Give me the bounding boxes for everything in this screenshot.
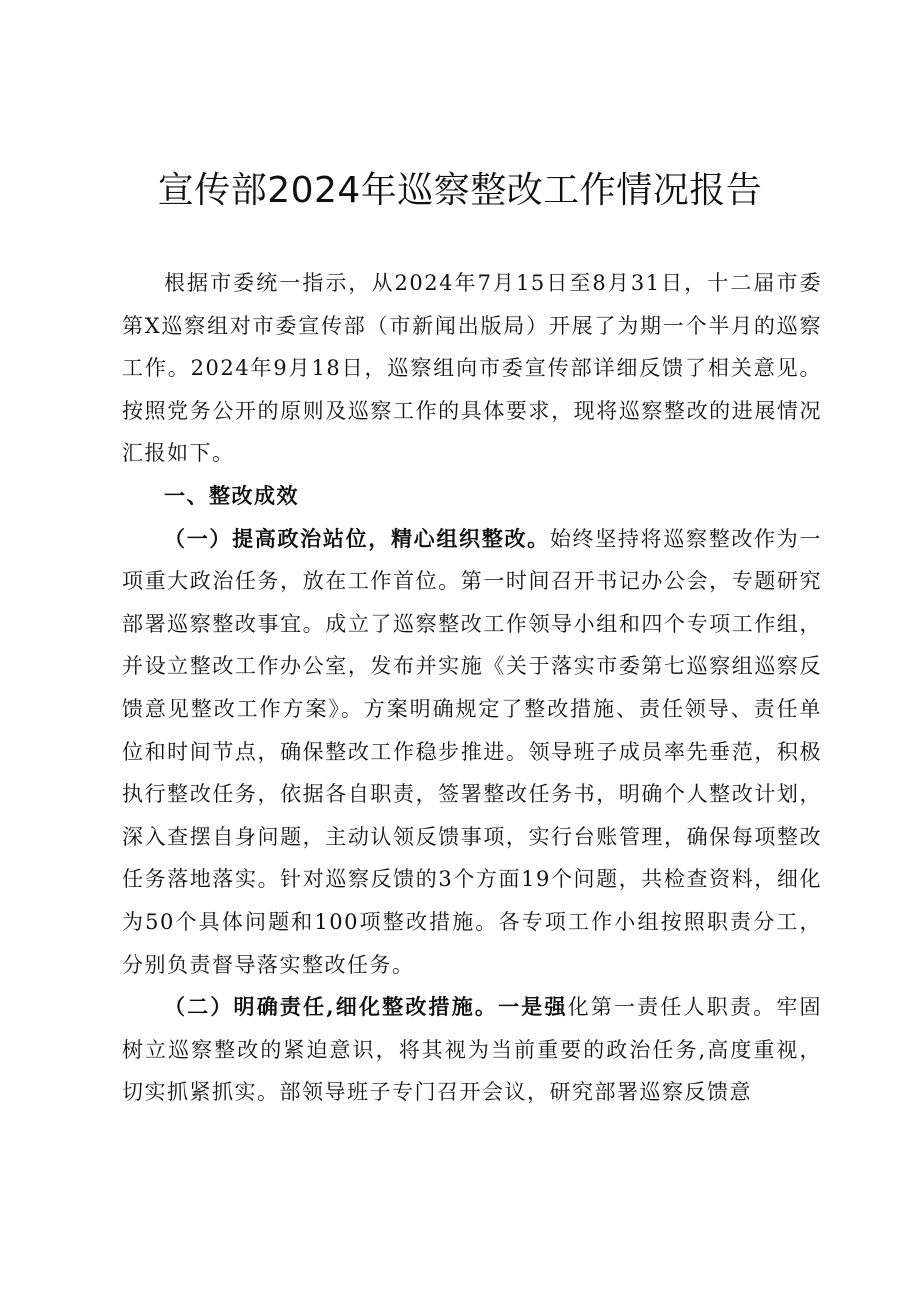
item-2-paragraph	[122, 986, 822, 1114]
section-heading-results: 一、整改成效	[164, 482, 299, 508]
document-title: 宣传部2024年巡察整改工作情况报告	[157, 170, 763, 211]
document-body	[122, 262, 822, 1114]
item-1-paragraph	[122, 518, 822, 987]
intro-paragraph: 根据市委统一指示，从2024年7月15日至8月31日，十二届市委第X巡察组对市委宣传部（市新闻出版局）开展了为期一个半月的巡察工作。2024年9月18日，巡察组向市委宣传部详细反馈了相关意见。按照党务公开的原则及巡察工作的具体要求，现将巡察整改的进展情况汇报如下。	[122, 271, 822, 466]
item-2-lead: （二）明确责任,细化整改措施。一是强	[164, 994, 568, 1020]
item-2-text: 化第一责任人职责。牢固树立巡察整改的紧迫意识，将其视为当前重要的政治任务,高度重视，切实抓紧抓实。部领导班子专门召开会议，研究部署巡察反馈意	[122, 995, 823, 1105]
item-1-lead: （一）提高政治站位，精心组织整改。	[164, 525, 550, 551]
item-1-text: 始终坚持将巡察整改作为一项重大政治任务，放在工作首位。第一时间召开书记办公会，专题研究部署巡察整改事宜。成立了巡察整改工作领导小组和四个专项工作组，并设立整改工作办公室，发布并实施《关于落实市委第七巡察组巡察反馈意见整改工作方案》。方案明确规定了整改措施、责任领导、责任单位和时间节点，确保整改工作稳步推进。领导班子成员率先垂范，积极执行整改任务，依据各自职责，签署整改任务书，明确个人整改计划，深入查摆自身问题，主动认领反馈事项，实行台账管理，确保每项整改任务落地落实。针对巡察反馈的3个方面19个问题，共检查资料，细化为50个具体问题和100项整改措施。各专项工作小组按照职责分工，分别负责督导落实整改任务。	[122, 526, 823, 977]
